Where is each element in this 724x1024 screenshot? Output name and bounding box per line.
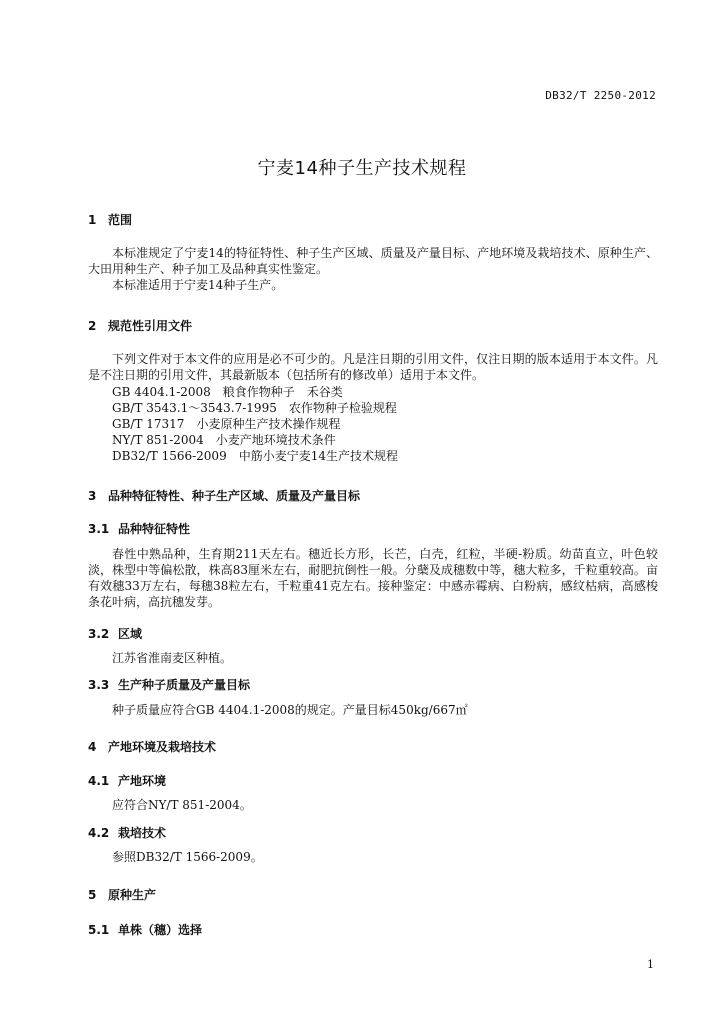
section-number: 2 [88,319,97,333]
reference-list [112,384,398,464]
section-number: 4.1 [88,774,110,788]
section-2-intro [88,351,658,383]
paragraph: 种子质量应符合GB 4404.1-2008的规定。产量目标450kg/667㎡ [112,703,468,717]
section-heading-2 [88,317,192,334]
section-title: 规范性引用文件 [108,319,193,333]
document-code: DB32/T 2250-2012 [545,89,656,102]
page-number: 1 [647,958,654,971]
section-heading-4 [88,738,216,755]
section-title: 产地环境及栽培技术 [108,740,217,754]
reference-item: NY/T 851-2004 小麦产地环境技术条件 [112,433,336,447]
paragraph: 本标准规定了宁麦14的特征特性、种子生产区域、质量及产量目标、产地环境及栽培技术、原种生产、大田用种生产、种子加工及品种真实性鉴定。 [88,246,658,276]
section-title: 栽培技术 [118,826,167,840]
paragraph: 江苏省淮南麦区种植。 [112,651,233,665]
section-number: 4.2 [88,826,110,840]
section-title: 品种特征特性、种子生产区域、质量及产量目标 [108,489,361,503]
reference-item: GB 4404.1-2008 粮食作物种子 禾谷类 [112,385,343,399]
section-heading-5-1 [88,921,202,938]
paragraph: 本标准适用于宁麦14种子生产。 [112,278,284,292]
section-number: 1 [88,213,97,227]
section-title: 原种生产 [108,888,157,902]
section-heading-4-1 [88,772,166,789]
section-number: 3.1 [88,522,110,536]
reference-item: GB/T 17317 小麦原种生产技术操作规程 [112,417,341,431]
section-3-1-body [88,546,658,610]
reference-item: DB32/T 1566-2009 中筋小麦宁麦14生产技术规程 [112,449,398,463]
section-4-1-body [88,797,658,813]
section-heading-5 [88,886,156,903]
paragraph: 参照DB32/T 1566-2009。 [112,850,263,864]
section-heading-3-3 [88,676,250,693]
section-title: 品种特征特性 [118,522,191,536]
section-number: 5.1 [88,923,110,937]
section-heading-3 [88,487,360,504]
paragraph: 春性中熟品种，生育期211天左右。穗近长方形，长芒，白壳，红粒，半硬-粉质。幼苗直立，叶色较淡，株型中等偏松散，株高83厘米左右，耐肥抗倒性一般。分蘖及成穗数中等，穗大粒多，千粒重较高。亩有效穗33万左右，每穗38粒左右，千粒重41克左右。接种鉴定：中感赤霉病、白粉病，感纹枯病，高感梭条花叶病，高抗穗发芽。 [88,547,658,609]
section-number: 3.2 [88,627,110,641]
section-number: 4 [88,740,97,754]
section-number: 3.3 [88,678,110,692]
section-number: 3 [88,489,97,503]
section-title: 产地环境 [118,774,167,788]
section-3-3-body [88,702,658,718]
section-heading-3-1 [88,520,190,537]
reference-item: GB/T 3543.1～3543.7-1995 农作物种子检验规程 [112,401,397,415]
section-title: 生产种子质量及产量目标 [118,678,251,692]
section-heading-3-2 [88,625,142,642]
section-3-2-body [88,650,658,666]
section-heading-1 [88,211,132,228]
section-heading-4-2 [88,824,166,841]
page-title: 宁麦14种子生产技术规程 [257,158,467,179]
section-title: 范围 [108,213,133,227]
section-4-2-body [88,849,658,865]
section-title: 区域 [118,627,143,641]
paragraph: 应符合NY/T 851-2004。 [112,798,252,812]
section-number: 5 [88,888,97,902]
paragraph: 下列文件对于本文件的应用是必不可少的。凡是注日期的引用文件，仅注日期的版本适用于本文件。凡是不注日期的引用文件，其最新版本（包括所有的修改单）适用于本文件。 [88,352,658,382]
section-1-body [88,245,658,293]
section-title: 单株（穗）选择 [118,923,203,937]
